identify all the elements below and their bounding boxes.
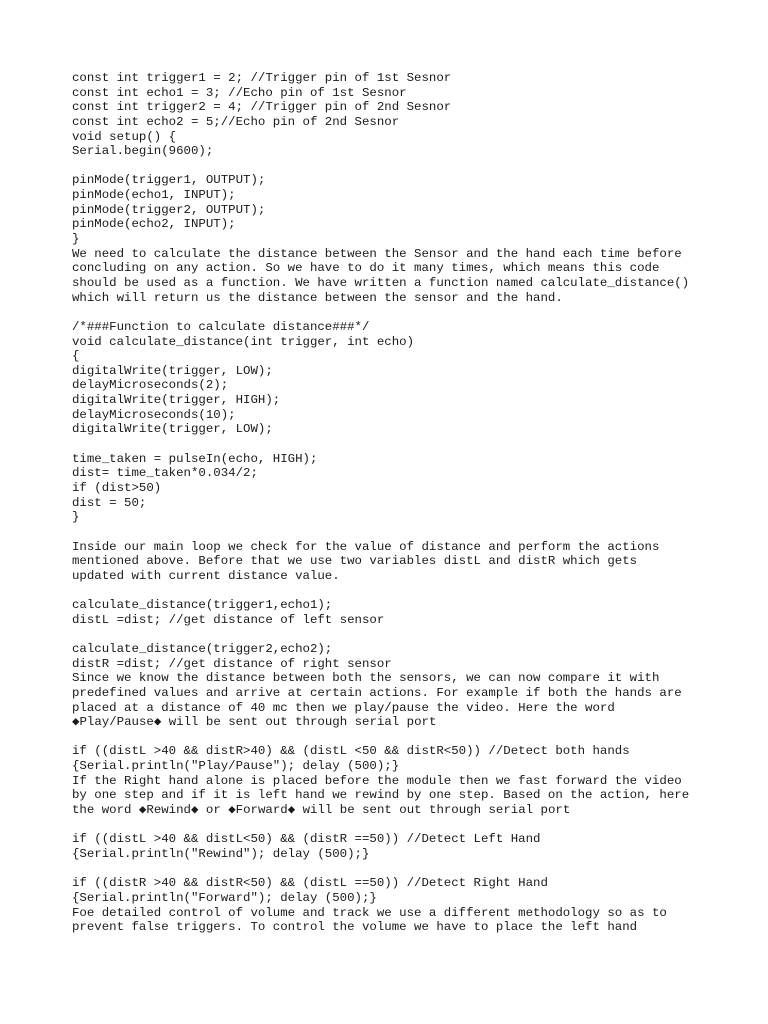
text-line: if ((distL >40 && distL<50) && (distR ==50)) //Detect Left Hand (72, 832, 541, 847)
text-line: digitalWrite(trigger, LOW); (72, 422, 273, 437)
text-line: updated with current distance value. (72, 568, 340, 583)
text-line: delayMicroseconds(10); (72, 407, 236, 422)
text-line: distL =dist; //get distance of left sensor (72, 612, 385, 627)
text-line: We need to calculate the distance between the Sensor and the hand each time before (72, 246, 682, 261)
text-line (72, 862, 732, 877)
text-line: {Serial.println("Rewind"); delay (500);} (72, 846, 370, 861)
text-line: mentioned above. Before that we use two variables distL and distR which gets (72, 554, 638, 569)
text-line: if ((distR >40 && distR<50) && (distL ==50)) //Detect Right Hand (72, 876, 548, 891)
text-line: concluding on any action. So we have to do it many times, which means this code (72, 261, 660, 276)
text-line: void setup() { (72, 129, 177, 144)
text-line: which will return us the distance between the sensor and the hand. (72, 290, 563, 305)
text-line: digitalWrite(trigger, HIGH); (72, 393, 281, 408)
text-line: dist = 50; (72, 495, 147, 510)
text-line (72, 437, 732, 452)
text-line: digitalWrite(trigger, LOW); (72, 363, 273, 378)
text-line: pinMode(trigger2, OUTPUT); (72, 202, 266, 217)
text-line: should be used as a function. We have written a function named calculate_distance() (72, 275, 690, 290)
text-line: {Serial.println("Play/Pause"); delay (500);} (72, 759, 400, 774)
text-line (72, 730, 732, 745)
text-line (72, 583, 732, 598)
text-line (72, 818, 732, 833)
text-line: by one step and if it is left hand we rewind by one step. Based on the action, here (72, 788, 690, 803)
text-line: Serial.begin(9600); (72, 144, 214, 159)
text-line: Foe detailed control of volume and track we use a different methodology so as to (72, 905, 667, 920)
text-line: const int echo2 = 5;//Echo pin of 2nd Sesnor (72, 114, 400, 129)
text-line: placed at a distance of 40 mc then we play/pause the video. Here the word (72, 700, 615, 715)
text-line: Inside our main loop we check for the value of distance and perform the actions (72, 539, 660, 554)
text-line (72, 159, 732, 174)
text-line: pinMode(trigger1, OUTPUT); (72, 173, 266, 188)
text-line: void calculate_distance(int trigger, int echo) (72, 334, 415, 349)
text-line: pinMode(echo1, INPUT); (72, 188, 236, 203)
text-line (72, 627, 732, 642)
text-line: const int trigger1 = 2; //Trigger pin of 1st Sesnor (72, 71, 452, 85)
text-line: predefined values and arrive at certain actions. For example if both the hands are (72, 685, 682, 700)
text-line: const int echo1 = 3; //Echo pin of 1st Sesnor (72, 85, 407, 100)
text-line: time_taken = pulseIn(echo, HIGH); (72, 451, 318, 466)
text-line: If the Right hand alone is placed before the module then we fast forward the video (72, 773, 682, 788)
text-line: const int trigger2 = 4; //Trigger pin of 2nd Sesnor (72, 100, 452, 115)
text-line: delayMicroseconds(2); (72, 378, 229, 393)
text-line: if ((distL >40 && distR>40) && (distL <50 && distR<50)) //Detect both hands (72, 744, 630, 759)
text-line: prevent false triggers. To control the volume we have to place the left hand (72, 920, 638, 935)
text-line: pinMode(echo2, INPUT); (72, 217, 236, 232)
text-line: calculate_distance(trigger2,echo2); (72, 641, 333, 656)
text-line: dist= time_taken*0.034/2; (72, 466, 258, 481)
text-line: } (72, 510, 80, 525)
text-line: calculate_distance(trigger1,echo1); (72, 598, 333, 613)
text-line: ◆Play/Pause◆ will be sent out through serial port (72, 715, 437, 730)
text-line: distR =dist; //get distance of right sensor (72, 656, 392, 671)
text-line: Since we know the distance between both the sensors, we can now compare it with (72, 671, 660, 686)
text-line (72, 305, 732, 320)
text-line: } (72, 232, 80, 247)
text-line: { (72, 349, 80, 364)
text-line: {Serial.println("Forward"); delay (500);} (72, 890, 377, 905)
document-body (72, 71, 732, 935)
text-line: if (dist>50) (72, 480, 162, 495)
text-line: /*###Function to calculate distance###*/ (72, 319, 370, 334)
text-line (72, 525, 732, 540)
text-line: the word ◆Rewind◆ or ◆Forward◆ will be sent out through serial port (72, 803, 571, 818)
